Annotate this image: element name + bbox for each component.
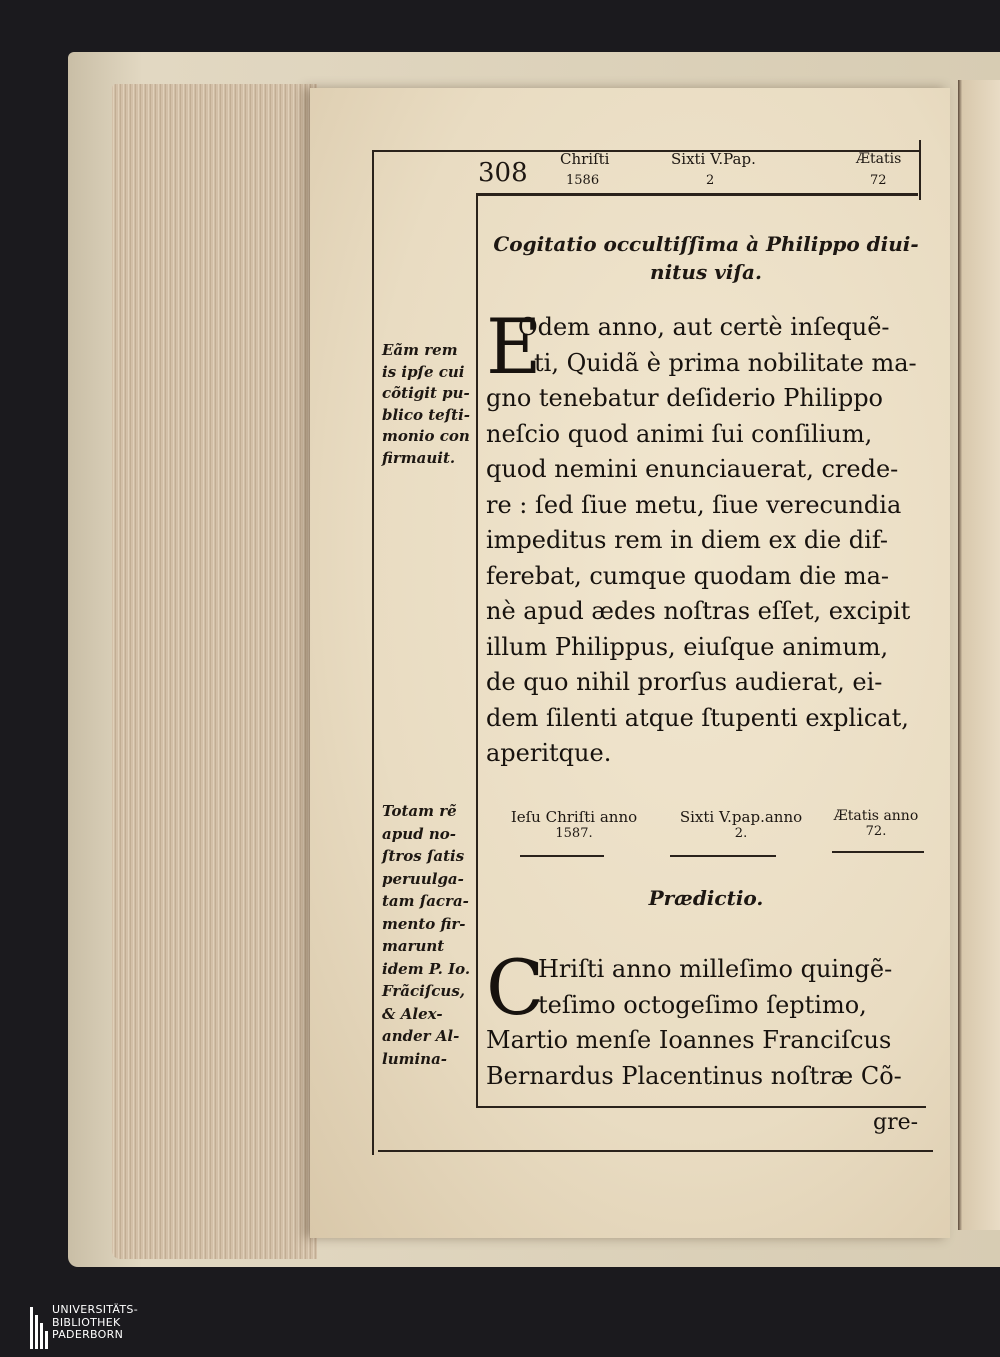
date-col-sixti-label: Sixti V.pap.anno bbox=[679, 808, 803, 826]
frame-right-rule bbox=[919, 140, 921, 200]
margin-line: idem P. Io. bbox=[382, 959, 471, 978]
date-col-christi-label: Ieſu Chriſti anno bbox=[510, 808, 638, 826]
body-line: Bernardus Placentinus noſtræ Cõ- bbox=[486, 1061, 902, 1090]
margin-note-2 bbox=[382, 800, 470, 1070]
body-line: ti, Quidã è prima nobilitate ma- bbox=[534, 348, 917, 377]
body-line: nè apud ædes noſtras eſſet, excipit bbox=[486, 597, 911, 625]
date-col-sixti bbox=[666, 808, 816, 841]
body-line: Martio menſe Ioannes Franciſcus bbox=[486, 1026, 892, 1054]
section-heading-praedictio: Prædictio. bbox=[648, 886, 764, 910]
frame-left-rule bbox=[372, 150, 374, 1155]
section2-body bbox=[486, 943, 926, 1094]
margin-line: blico teſti- bbox=[382, 405, 471, 424]
body-line: Odem anno, aut certè inſequẽ- bbox=[518, 313, 890, 341]
margin-line: marunt bbox=[382, 937, 445, 955]
date-col-aetatis-label: Ætatis anno bbox=[833, 808, 919, 824]
header-sixti-year: 2 bbox=[706, 173, 715, 188]
body-line: quod nemini enunciauerat, crede- bbox=[486, 455, 899, 483]
library-name-line-1: UNIVERSITÄTS- bbox=[52, 1303, 138, 1316]
header-christi-label: Chriſti bbox=[560, 150, 610, 168]
header-sixti-label: Sixti V.Pap. bbox=[671, 150, 756, 168]
library-name-line-3: PADERBORN bbox=[52, 1328, 124, 1341]
body-line: re : ſed ſiue metu, ſiue verecundia bbox=[486, 490, 902, 519]
dropcap-c: C bbox=[486, 943, 545, 1032]
facing-page-edge bbox=[958, 80, 1000, 1230]
margin-line: peruulga- bbox=[382, 869, 464, 888]
frame-top-rule bbox=[372, 150, 920, 152]
heading-line-2: nitus viſa. bbox=[650, 260, 762, 284]
library-name-line-2: BIBLIOTHEK bbox=[52, 1315, 121, 1329]
margin-line: Frãciſcus, bbox=[382, 982, 465, 1000]
margin-line: Eãm rem bbox=[382, 341, 458, 359]
margin-line: ſtros ſatis bbox=[382, 847, 465, 865]
date-underline-3 bbox=[832, 851, 924, 853]
margin-line: is ipſe cui bbox=[382, 362, 465, 381]
margin-line: lumina- bbox=[382, 1049, 448, 1068]
date-underline-1 bbox=[520, 855, 604, 857]
margin-line: cõtigit pu- bbox=[382, 384, 470, 402]
page-number: 308 bbox=[478, 158, 528, 188]
margin-line: apud no- bbox=[382, 824, 456, 843]
library-name bbox=[52, 1304, 138, 1342]
header-aetatis-label: Ætatis bbox=[856, 151, 902, 167]
header-christi-year: 1586 bbox=[566, 173, 600, 188]
body-line: gno tenebatur deſiderio Philippo bbox=[486, 384, 884, 412]
margin-line: & Alex- bbox=[382, 1004, 443, 1023]
section-heading-cogitatio bbox=[486, 230, 926, 286]
margin-line: firmauit. bbox=[382, 448, 456, 467]
margin-line: mento fir- bbox=[382, 914, 466, 933]
date-col-sixti-year: 2. bbox=[734, 826, 748, 841]
page-edges bbox=[112, 84, 317, 1259]
date-underline-2 bbox=[670, 855, 776, 857]
library-logo-icon bbox=[30, 1307, 48, 1349]
header-bottom-rule bbox=[476, 193, 918, 196]
date-col-christi-year: 1587. bbox=[555, 826, 593, 841]
body-line: illum Philippus, eiuſque animum, bbox=[486, 632, 889, 661]
column-divider-rule bbox=[476, 196, 478, 1108]
margin-line: monio con bbox=[382, 427, 470, 445]
catchword: gre- bbox=[873, 1110, 919, 1135]
date-col-aetatis bbox=[826, 808, 926, 839]
frame-bottom-rule bbox=[378, 1150, 933, 1152]
date-col-aetatis-year: 72. bbox=[865, 824, 887, 839]
text-bottom-rule bbox=[478, 1106, 926, 1108]
section1-body bbox=[486, 302, 926, 772]
body-line: aperitque. bbox=[486, 739, 612, 767]
body-line: teſimo octogeſimo ſeptimo, bbox=[538, 990, 867, 1019]
body-line: Hriſti anno milleſimo quingẽ- bbox=[538, 955, 893, 983]
body-line: ferebat, cumque quodam die ma- bbox=[486, 561, 890, 590]
body-line: dem ſilenti atque ſtupenti explicat, bbox=[486, 703, 909, 732]
date-col-christi bbox=[494, 808, 654, 841]
margin-note-1 bbox=[382, 340, 470, 469]
heading-line-1: Cogitatio occultiſſima à Philippo diui- bbox=[493, 232, 919, 256]
margin-line: ander Al- bbox=[382, 1027, 460, 1045]
dropcap-e: E bbox=[486, 302, 542, 391]
header-aetatis-year: 72 bbox=[870, 173, 887, 188]
body-line: impeditus rem in diem ex die dif- bbox=[486, 526, 888, 554]
body-line: neſcio quod animi ſui conſilium, bbox=[486, 419, 873, 448]
body-line: de quo nihil prorſus audierat, ei- bbox=[486, 668, 883, 696]
margin-line: Totam rẽ bbox=[382, 802, 457, 820]
margin-line: tam ſacra- bbox=[382, 892, 469, 910]
